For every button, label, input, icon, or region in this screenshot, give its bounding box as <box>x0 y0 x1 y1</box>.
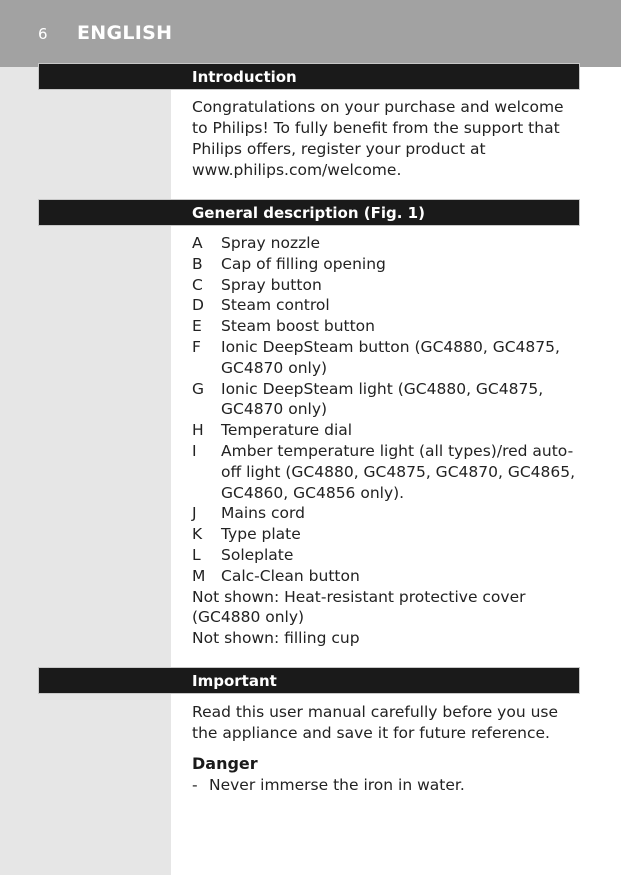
section-title: Introduction <box>192 68 297 86</box>
list-item <box>192 420 582 441</box>
item-key: G <box>192 379 205 398</box>
list-item <box>192 254 582 275</box>
list-item <box>192 316 582 337</box>
item-text: Spray nozzle <box>221 234 321 252</box>
item-key: M <box>192 566 206 585</box>
list-item <box>192 295 582 316</box>
item-key: I <box>192 441 197 460</box>
list-item <box>192 275 582 296</box>
item-key: L <box>192 545 201 564</box>
item-key: K <box>192 525 203 544</box>
item-key: C <box>192 275 203 294</box>
item-key: B <box>192 254 203 273</box>
list-item <box>192 379 582 421</box>
item-key: D <box>192 296 204 315</box>
item-text: Type plate <box>221 525 301 544</box>
language-heading: ENGLISH <box>77 22 173 44</box>
item-text: Ionic DeepSteam light (GC4880, GC4875, GC4870 only) <box>221 379 544 419</box>
list-item <box>192 337 582 379</box>
page-number: 6 <box>38 25 48 43</box>
list-item <box>192 524 582 545</box>
introduction-paragraph: Congratulations on your purchase and welcome to Philips! To fully benefit from the support that Philips offers, register your product at www.philips.com/welcome. <box>192 98 564 179</box>
list-item <box>192 503 582 524</box>
list-item <box>192 545 582 566</box>
item-text: Ionic DeepSteam button (GC4880, GC4875, GC4870 only) <box>221 337 560 377</box>
item-key: J <box>192 504 197 523</box>
item-text: Soleplate <box>221 545 294 564</box>
item-text: Mains cord <box>221 504 305 523</box>
item-text: Calc-Clean button <box>221 566 360 585</box>
list-dash: - <box>192 776 198 794</box>
danger-text: Never immerse the iron in water. <box>209 776 465 794</box>
not-shown-note: Not shown: filling cup <box>192 629 360 648</box>
item-key: F <box>192 337 201 356</box>
section-header-introduction <box>38 63 580 90</box>
danger-heading: Danger <box>192 754 258 773</box>
left-margin-column <box>0 67 171 875</box>
list-item <box>192 233 582 254</box>
item-key: E <box>192 317 202 336</box>
not-shown-note: Not shown: Heat-resistant protective cover (GC4880 only) <box>192 587 526 627</box>
item-text: Amber temperature light (all types)/red auto-off light (GC4880, GC4875, GC4870, GC4865, GC4860, GC4856 only). <box>221 441 576 502</box>
parts-list <box>192 233 582 649</box>
important-paragraph: Read this user manual carefully before you use the appliance and save it for future reference. <box>192 703 559 742</box>
item-text: Temperature dial <box>221 421 353 440</box>
section-title: General description (Fig. 1) <box>192 204 425 222</box>
section-title: Important <box>192 672 277 690</box>
item-key: H <box>192 421 204 440</box>
top-banner <box>0 0 621 67</box>
item-text: Steam boost button <box>221 317 375 336</box>
item-key: A <box>192 234 203 252</box>
item-text: Spray button <box>221 275 322 294</box>
list-item <box>192 566 582 587</box>
danger-list-item <box>192 775 577 796</box>
item-text: Steam control <box>221 296 330 315</box>
section-header-general-description <box>38 199 580 226</box>
item-text: Cap of filling opening <box>221 254 386 273</box>
section-header-important <box>38 667 580 694</box>
list-item <box>192 441 582 503</box>
